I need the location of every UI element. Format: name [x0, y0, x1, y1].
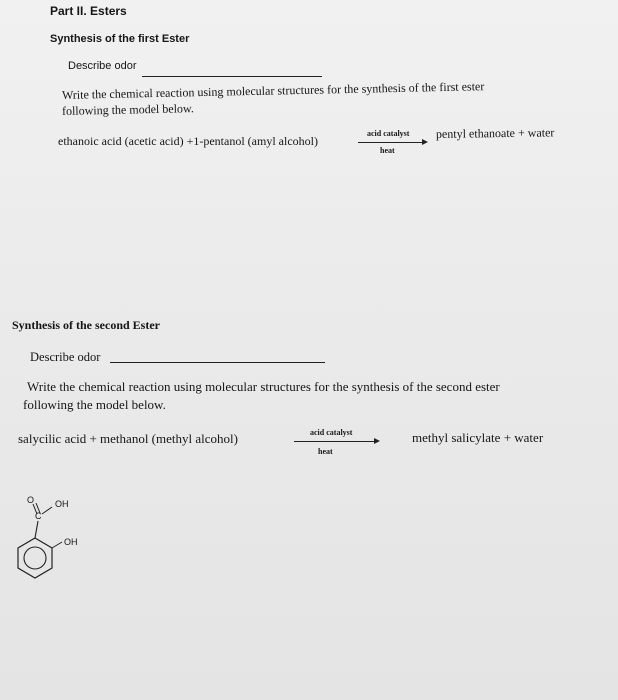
first-ester-heading: Synthesis of the first Ester	[50, 33, 190, 45]
second-instructions-line2: following the model below.	[23, 397, 166, 412]
second-catalyst-label: acid catalyst	[310, 428, 353, 437]
salicylic-acid-structure	[0, 490, 90, 590]
first-products: pentyl ethanoate + water	[435, 125, 555, 141]
part-title: Part II. Esters	[50, 4, 127, 18]
second-odor-blank-line	[110, 362, 325, 363]
second-instructions-line1: Write the chemical reaction using molecular structures for the synthesis of the second ester	[27, 379, 500, 394]
first-instructions-line2: following the model below.	[61, 101, 194, 118]
second-products: methyl salicylate + water	[412, 430, 544, 445]
first-condition-label: heat	[380, 146, 395, 155]
structure-oh-label-2: OH	[64, 537, 78, 547]
first-instructions-line1: Write the chemical reaction using molecular structures for the synthesis of the first ester	[61, 79, 485, 102]
first-describe-odor-label: Describe odor	[68, 60, 137, 72]
second-reaction-arrow	[294, 441, 378, 442]
first-odor-blank-line	[142, 76, 322, 77]
second-condition-label: heat	[318, 447, 333, 456]
first-catalyst-label: acid catalyst	[367, 129, 410, 138]
structure-oh-label-1: OH	[55, 499, 69, 509]
second-reactants: salycilic acid + methanol (methyl alcohol)	[18, 431, 238, 446]
second-ester-heading: Synthesis of the second Ester	[12, 318, 161, 332]
structure-c-label: C	[35, 511, 42, 521]
first-reaction-arrow	[358, 142, 426, 143]
second-describe-odor-label: Describe odor	[30, 350, 101, 364]
structure-o-label: O	[27, 495, 35, 505]
first-reactants: ethanoic acid (acetic acid) +1-pentanol (amyl alcohol)	[58, 134, 318, 148]
